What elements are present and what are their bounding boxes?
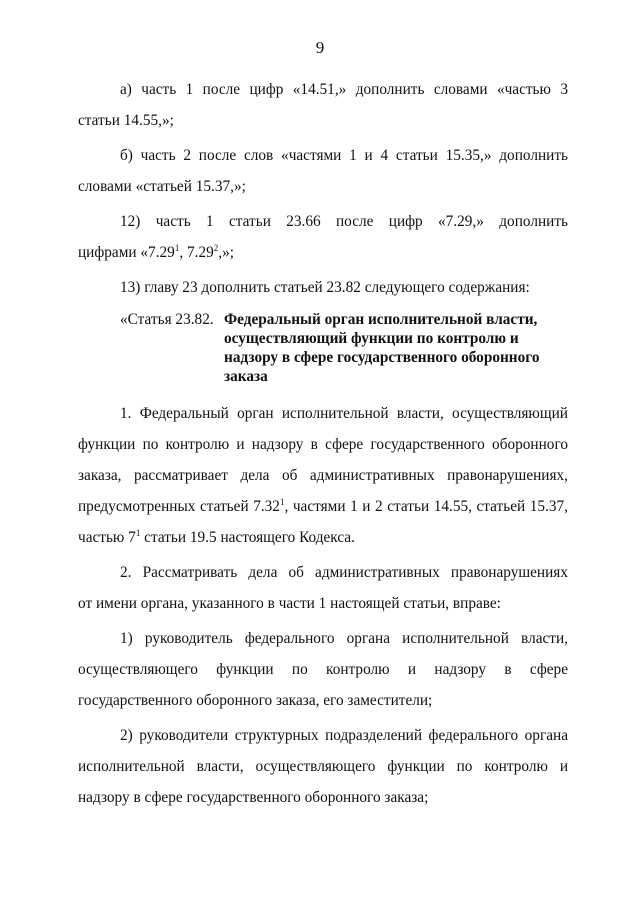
document-body bbox=[78, 74, 568, 813]
paragraph-12-line-1: 12) часть 1 статьи 23.66 после цифр «7.29,» дополнить bbox=[120, 213, 568, 230]
paragraph-12 bbox=[78, 206, 568, 268]
paragraph-1-line-3: заказа, рассматривает дела об административных правонарушениях, bbox=[78, 467, 568, 484]
item-1-line-3: государственного оборонного заказа, его заместители; bbox=[78, 692, 433, 709]
paragraph-2-line-2: от имени органа, указанного в части 1 настоящей статьи, вправе: bbox=[78, 595, 501, 612]
article-heading bbox=[120, 310, 568, 386]
text-fragment: ,»; bbox=[218, 244, 234, 261]
item-2-line-2: исполнительной власти, осуществляющего функции по контролю и bbox=[78, 758, 568, 775]
paragraph-b bbox=[78, 140, 568, 202]
superscript: 1 bbox=[174, 243, 180, 253]
item-1-line-1: 1) руководитель федерального органа исполнительной власти, bbox=[120, 630, 568, 647]
paragraph-b-line-2: словами «статьей 15.37,»; bbox=[78, 178, 246, 195]
paragraph-1-line-1: 1. Федеральный орган исполнительной власти, осуществляющий bbox=[120, 405, 568, 422]
text-fragment: цифрами «7.29 bbox=[78, 244, 175, 261]
paragraph-1-line-5 bbox=[78, 522, 568, 553]
page-number: 9 bbox=[315, 38, 325, 57]
paragraph-2-line-1: 2. Рассматривать дела об административных правонарушениях bbox=[120, 564, 568, 581]
item-1-line-2: осуществляющего функции по контролю и надзору в сфере bbox=[78, 661, 568, 678]
article-title: Федеральный орган исполнительной власти, осуществляющий функции по контролю и надзору в сфере государственного оборонного заказа bbox=[224, 311, 540, 385]
item-2-line-1: 2) руководители структурных подразделений федерального органа bbox=[120, 727, 568, 744]
paragraph-13-line-1: 13) главу 23 дополнить статьей 23.82 следующего содержания: bbox=[120, 279, 530, 296]
superscript: 2 bbox=[213, 243, 219, 253]
text-fragment: частью 7 bbox=[78, 529, 136, 546]
article-number: «Статья 23.82. bbox=[120, 311, 214, 328]
paragraph-1-line-4 bbox=[78, 491, 568, 522]
paragraph-2 bbox=[78, 557, 568, 619]
superscript: 1 bbox=[279, 497, 285, 507]
text-fragment: , частями 1 и 2 статьи 14.55, статьей 15.37, bbox=[284, 498, 568, 515]
item-1 bbox=[78, 623, 568, 716]
superscript: 1 bbox=[135, 528, 141, 538]
item-2 bbox=[78, 720, 568, 813]
text-fragment: , 7.29 bbox=[179, 244, 214, 261]
paragraph-1-line-2: функции по контролю и надзору в сфере государственного оборонного bbox=[78, 436, 568, 453]
text-fragment: статьи 19.5 настоящего Кодекса. bbox=[140, 529, 355, 546]
paragraph-a-line-1: а) часть 1 после цифр «14.51,» дополнить словами «частью 3 bbox=[120, 81, 568, 98]
paragraph-a bbox=[78, 74, 568, 136]
paragraph-13 bbox=[78, 272, 568, 303]
paragraph-a-line-2: статьи 14.55,»; bbox=[78, 112, 174, 129]
item-2-line-3: надзору в сфере государственного оборонного заказа; bbox=[78, 789, 429, 806]
paragraph-12-line-2 bbox=[78, 237, 568, 268]
paragraph-b-line-1: б) часть 2 после слов «частями 1 и 4 статьи 15.35,» дополнить bbox=[120, 147, 568, 164]
text-fragment: предусмотренных статьей 7.32 bbox=[78, 498, 280, 515]
paragraph-1 bbox=[78, 398, 568, 553]
